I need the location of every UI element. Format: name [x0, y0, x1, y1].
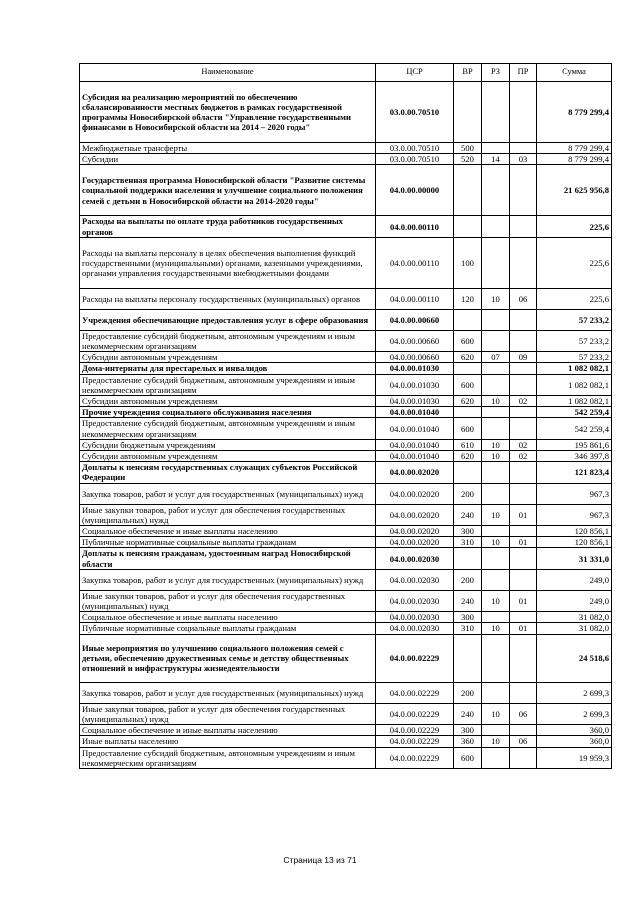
- table-row: [80, 548, 612, 569]
- cell-csr: 04.0.00.02030: [376, 548, 454, 569]
- cell-pr: 06: [510, 736, 537, 747]
- cell-sum: 120 856,1: [537, 537, 612, 548]
- cell-csr: 04.0.00.02020: [376, 483, 454, 504]
- cell-rz: [482, 216, 510, 237]
- table-row: [80, 143, 612, 154]
- cell-vr: [454, 165, 482, 216]
- table-row: [80, 462, 612, 483]
- cell-pr: [510, 526, 537, 537]
- header-sum: Сумма: [537, 64, 612, 82]
- cell-pr: 01: [510, 590, 537, 611]
- cell-sum: 57 233,2: [537, 352, 612, 363]
- cell-csr: 04.0.00.02229: [376, 682, 454, 703]
- table-row: [80, 703, 612, 724]
- cell-csr: 04.0.00.00110: [376, 237, 454, 288]
- table-row: [80, 439, 612, 450]
- cell-pr: [510, 82, 537, 143]
- cell-name: Расходы на выплаты персоналу в целях обеспечения выполнения функций государственными (муниципальными) органами, казенными учреждениями, органами управления государственными внебюджетными фондами: [80, 237, 376, 288]
- header-vr: ВР: [454, 64, 482, 82]
- cell-pr: [510, 548, 537, 569]
- cell-name: Прочие учреждения социального обслуживания населения: [80, 407, 376, 418]
- header-name: Наименование: [80, 64, 376, 82]
- cell-pr: 09: [510, 352, 537, 363]
- table-row: [80, 504, 612, 525]
- cell-rz: [482, 612, 510, 623]
- cell-rz: [482, 634, 510, 682]
- cell-rz: [482, 165, 510, 216]
- cell-rz: [482, 374, 510, 395]
- cell-vr: 300: [454, 526, 482, 537]
- cell-vr: 240: [454, 703, 482, 724]
- cell-csr: 03.0.00.70510: [376, 82, 454, 143]
- cell-pr: [510, 363, 537, 374]
- cell-pr: 01: [510, 504, 537, 525]
- cell-vr: 500: [454, 143, 482, 154]
- header-pr: ПР: [510, 64, 537, 82]
- table-row: [80, 352, 612, 363]
- cell-name: Расходы на выплаты по оплате труда работников государственных органов: [80, 216, 376, 237]
- table-row: [80, 216, 612, 237]
- cell-rz: 10: [482, 623, 510, 634]
- cell-pr: [510, 634, 537, 682]
- cell-vr: 360: [454, 736, 482, 747]
- table-row: [80, 725, 612, 736]
- table-row: [80, 82, 612, 143]
- cell-sum: 225,6: [537, 237, 612, 288]
- cell-rz: [482, 237, 510, 288]
- cell-name: Закупка товаров, работ и услуг для государственных (муниципальных) нужд: [80, 569, 376, 590]
- cell-sum: 249,0: [537, 569, 612, 590]
- cell-name: Публичные нормативные социальные выплаты гражданам: [80, 623, 376, 634]
- cell-sum: 346 397,8: [537, 451, 612, 462]
- cell-sum: 967,3: [537, 504, 612, 525]
- cell-pr: 02: [510, 439, 537, 450]
- cell-csr: 04.0.00.02030: [376, 612, 454, 623]
- cell-sum: 120 856,1: [537, 526, 612, 537]
- table-row: [80, 747, 612, 768]
- cell-name: Иные закупки товаров, работ и услуг для обеспечения государственных (муниципальных) нужд: [80, 590, 376, 611]
- cell-rz: [482, 407, 510, 418]
- table-row: [80, 165, 612, 216]
- cell-vr: 600: [454, 374, 482, 395]
- cell-rz: [482, 330, 510, 351]
- table-row: [80, 154, 612, 165]
- cell-csr: 04.0.00.01030: [376, 396, 454, 407]
- cell-rz: 10: [482, 288, 510, 309]
- cell-csr: 04.0.00.02229: [376, 747, 454, 768]
- cell-csr: 04.0.00.02020: [376, 537, 454, 548]
- cell-csr: 04.0.00.00000: [376, 165, 454, 216]
- cell-sum: 21 625 956,8: [537, 165, 612, 216]
- table-row: [80, 736, 612, 747]
- cell-csr: 04.0.00.00660: [376, 352, 454, 363]
- cell-vr: [454, 309, 482, 330]
- cell-pr: 01: [510, 537, 537, 548]
- cell-vr: 240: [454, 590, 482, 611]
- cell-rz: 07: [482, 352, 510, 363]
- cell-name: Учреждения обеспечивающие предоставления услуг в сфере образования: [80, 309, 376, 330]
- cell-pr: [510, 569, 537, 590]
- cell-rz: [482, 682, 510, 703]
- cell-sum: 8 779 299,4: [537, 82, 612, 143]
- cell-rz: 10: [482, 451, 510, 462]
- cell-vr: 240: [454, 504, 482, 525]
- cell-csr: 04.0.00.01040: [376, 418, 454, 439]
- cell-rz: [482, 725, 510, 736]
- cell-rz: [482, 82, 510, 143]
- table-row: [80, 309, 612, 330]
- cell-pr: [510, 407, 537, 418]
- cell-pr: 01: [510, 623, 537, 634]
- cell-sum: 31 331,0: [537, 548, 612, 569]
- cell-name: Иные выплаты населению: [80, 736, 376, 747]
- header-csr: ЦСР: [376, 64, 454, 82]
- cell-rz: 10: [482, 537, 510, 548]
- cell-rz: 14: [482, 154, 510, 165]
- cell-pr: 02: [510, 451, 537, 462]
- cell-pr: [510, 747, 537, 768]
- cell-name: Социальное обеспечение и иные выплаты населению: [80, 612, 376, 623]
- cell-pr: [510, 309, 537, 330]
- cell-vr: [454, 634, 482, 682]
- table-row: [80, 623, 612, 634]
- cell-csr: 04.0.00.00110: [376, 288, 454, 309]
- cell-sum: 249,0: [537, 590, 612, 611]
- cell-pr: [510, 462, 537, 483]
- header-rz: РЗ: [482, 64, 510, 82]
- table-row: [80, 537, 612, 548]
- cell-vr: [454, 462, 482, 483]
- cell-rz: [482, 143, 510, 154]
- budget-table: [79, 63, 612, 769]
- cell-sum: 8 779 299,4: [537, 154, 612, 165]
- table-row: [80, 569, 612, 590]
- cell-vr: [454, 407, 482, 418]
- cell-vr: 120: [454, 288, 482, 309]
- cell-rz: 10: [482, 439, 510, 450]
- cell-csr: 04.0.00.02020: [376, 504, 454, 525]
- cell-rz: 10: [482, 396, 510, 407]
- cell-pr: 06: [510, 288, 537, 309]
- cell-name: Предоставление субсидий бюджетным, автономным учреждениям и иным некоммерческим организациям: [80, 418, 376, 439]
- cell-vr: 610: [454, 439, 482, 450]
- cell-name: Государственная программа Новосибирской области "Развитие системы социальной поддержки населения и улучшение социального положения семей с детьми в Новосибирской области на 2014-2020 годы": [80, 165, 376, 216]
- cell-name: Иные мероприятия по улучшению социального положения семей с детьми, обеспечению дружественных семье и детству общественных отношений и инфраструктуры жизнедеятельности: [80, 634, 376, 682]
- cell-vr: [454, 548, 482, 569]
- page-footer: Страница 13 из 71: [283, 855, 357, 865]
- cell-pr: 03: [510, 154, 537, 165]
- cell-name: Расходы на выплаты персоналу государственных (муниципальных) органов: [80, 288, 376, 309]
- cell-csr: 03.0.00.70510: [376, 143, 454, 154]
- cell-sum: 360,0: [537, 725, 612, 736]
- cell-sum: 1 082 082,1: [537, 396, 612, 407]
- cell-pr: [510, 216, 537, 237]
- table-row: [80, 612, 612, 623]
- cell-sum: 360,0: [537, 736, 612, 747]
- cell-vr: 200: [454, 483, 482, 504]
- cell-name: Дома-интернаты для престарелых и инвалидов: [80, 363, 376, 374]
- cell-sum: 195 861,6: [537, 439, 612, 450]
- table-row: [80, 288, 612, 309]
- table-row: [80, 526, 612, 537]
- cell-vr: 100: [454, 237, 482, 288]
- cell-sum: 57 233,2: [537, 309, 612, 330]
- cell-sum: 57 233,2: [537, 330, 612, 351]
- cell-vr: 600: [454, 747, 482, 768]
- cell-rz: [482, 309, 510, 330]
- cell-sum: 967,3: [537, 483, 612, 504]
- cell-name: Доплаты к пенсиям гражданам, удостоенным наград Новосибирской области: [80, 548, 376, 569]
- cell-sum: 31 082,0: [537, 612, 612, 623]
- cell-vr: 300: [454, 612, 482, 623]
- cell-csr: 04.0.00.01040: [376, 407, 454, 418]
- cell-csr: 04.0.00.01040: [376, 439, 454, 450]
- cell-rz: 10: [482, 504, 510, 525]
- cell-csr: 04.0.00.00660: [376, 309, 454, 330]
- cell-pr: [510, 237, 537, 288]
- cell-pr: [510, 483, 537, 504]
- cell-csr: 03.0.00.70510: [376, 154, 454, 165]
- cell-sum: 24 518,6: [537, 634, 612, 682]
- cell-name: Закупка товаров, работ и услуг для государственных (муниципальных) нужд: [80, 483, 376, 504]
- table-row: [80, 451, 612, 462]
- cell-rz: 10: [482, 703, 510, 724]
- cell-pr: [510, 682, 537, 703]
- cell-vr: 520: [454, 154, 482, 165]
- cell-rz: [482, 462, 510, 483]
- cell-name: Субсидия на реализацию мероприятий по обеспечению сбалансированности местных бюджетов в рамках государственной программы Новосибирской области "Управление государственными финансами в Новосибирской области на 2014 – 2020 годы": [80, 82, 376, 143]
- cell-rz: [482, 418, 510, 439]
- table-row: [80, 330, 612, 351]
- cell-csr: 04.0.00.02229: [376, 725, 454, 736]
- cell-name: Доплаты к пенсиям государственных служащих субъектов Российской Федерации: [80, 462, 376, 483]
- table-row: [80, 418, 612, 439]
- cell-name: Публичные нормативные социальные выплаты гражданам: [80, 537, 376, 548]
- cell-sum: 225,6: [537, 288, 612, 309]
- cell-vr: 600: [454, 418, 482, 439]
- table-row: [80, 363, 612, 374]
- cell-pr: [510, 418, 537, 439]
- cell-pr: [510, 374, 537, 395]
- table-row: [80, 407, 612, 418]
- cell-rz: [482, 483, 510, 504]
- table-row: [80, 396, 612, 407]
- cell-sum: 31 082,0: [537, 623, 612, 634]
- cell-sum: 225,6: [537, 216, 612, 237]
- table-row: [80, 483, 612, 504]
- cell-name: Субсидии бюджетным учреждениям: [80, 439, 376, 450]
- cell-rz: [482, 363, 510, 374]
- cell-sum: 8 779 299,4: [537, 143, 612, 154]
- cell-name: Субсидии автономным учреждениям: [80, 396, 376, 407]
- cell-name: Предоставление субсидий бюджетным, автономным учреждениям и иным некоммерческим организациям: [80, 330, 376, 351]
- cell-pr: [510, 165, 537, 216]
- cell-sum: 1 082 082,1: [537, 374, 612, 395]
- cell-csr: 04.0.00.02020: [376, 526, 454, 537]
- cell-rz: [482, 569, 510, 590]
- cell-vr: 200: [454, 569, 482, 590]
- cell-sum: 542 259,4: [537, 407, 612, 418]
- cell-name: Социальное обеспечение и иные выплаты населению: [80, 725, 376, 736]
- cell-pr: [510, 330, 537, 351]
- cell-sum: 121 823,4: [537, 462, 612, 483]
- cell-vr: [454, 363, 482, 374]
- table-row: [80, 374, 612, 395]
- cell-csr: 04.0.00.02229: [376, 634, 454, 682]
- cell-sum: 542 259,4: [537, 418, 612, 439]
- cell-name: Закупка товаров, работ и услуг для государственных (муниципальных) нужд: [80, 682, 376, 703]
- table-row: [80, 237, 612, 288]
- cell-rz: 10: [482, 590, 510, 611]
- cell-name: Предоставление субсидий бюджетным, автономным учреждениям и иным некоммерческим организациям: [80, 747, 376, 768]
- cell-name: Предоставление субсидий бюджетным, автономным учреждениям и иным некоммерческим организациям: [80, 374, 376, 395]
- cell-vr: 310: [454, 623, 482, 634]
- cell-vr: [454, 82, 482, 143]
- table-row: [80, 634, 612, 682]
- cell-rz: 10: [482, 736, 510, 747]
- cell-name: Субсидии автономным учреждениям: [80, 352, 376, 363]
- cell-vr: 200: [454, 682, 482, 703]
- table-body: [80, 82, 612, 769]
- cell-pr: [510, 143, 537, 154]
- cell-name: Субсидии автономным учреждениям: [80, 451, 376, 462]
- cell-vr: 300: [454, 725, 482, 736]
- cell-vr: 620: [454, 352, 482, 363]
- cell-csr: 04.0.00.02030: [376, 569, 454, 590]
- cell-csr: 04.0.00.02229: [376, 703, 454, 724]
- cell-csr: 04.0.00.02229: [376, 736, 454, 747]
- cell-name: Субсидии: [80, 154, 376, 165]
- cell-rz: [482, 548, 510, 569]
- cell-pr: 02: [510, 396, 537, 407]
- cell-csr: 04.0.00.01030: [376, 363, 454, 374]
- cell-sum: 1 082 082,1: [537, 363, 612, 374]
- cell-sum: 2 699,3: [537, 703, 612, 724]
- cell-sum: 19 959,3: [537, 747, 612, 768]
- cell-csr: 04.0.00.02020: [376, 462, 454, 483]
- cell-csr: 04.0.00.01030: [376, 374, 454, 395]
- cell-rz: [482, 526, 510, 537]
- cell-name: Иные закупки товаров, работ и услуг для обеспечения государственных (муниципальных) нужд: [80, 703, 376, 724]
- cell-csr: 04.0.00.02030: [376, 590, 454, 611]
- cell-name: Иные закупки товаров, работ и услуг для обеспечения государственных (муниципальных) нужд: [80, 504, 376, 525]
- cell-csr: 04.0.00.00110: [376, 216, 454, 237]
- cell-vr: 600: [454, 330, 482, 351]
- cell-sum: 2 699,3: [537, 682, 612, 703]
- cell-pr: [510, 725, 537, 736]
- cell-rz: [482, 747, 510, 768]
- cell-pr: [510, 612, 537, 623]
- cell-csr: 04.0.00.02030: [376, 623, 454, 634]
- cell-name: Межбюджетные трансферты: [80, 143, 376, 154]
- table-header-row: [80, 64, 612, 82]
- cell-pr: 06: [510, 703, 537, 724]
- cell-csr: 04.0.00.01040: [376, 451, 454, 462]
- cell-vr: 620: [454, 451, 482, 462]
- cell-vr: 620: [454, 396, 482, 407]
- table-row: [80, 682, 612, 703]
- table-row: [80, 590, 612, 611]
- cell-csr: 04.0.00.00660: [376, 330, 454, 351]
- cell-name: Социальное обеспечение и иные выплаты населению: [80, 526, 376, 537]
- cell-vr: 310: [454, 537, 482, 548]
- cell-vr: [454, 216, 482, 237]
